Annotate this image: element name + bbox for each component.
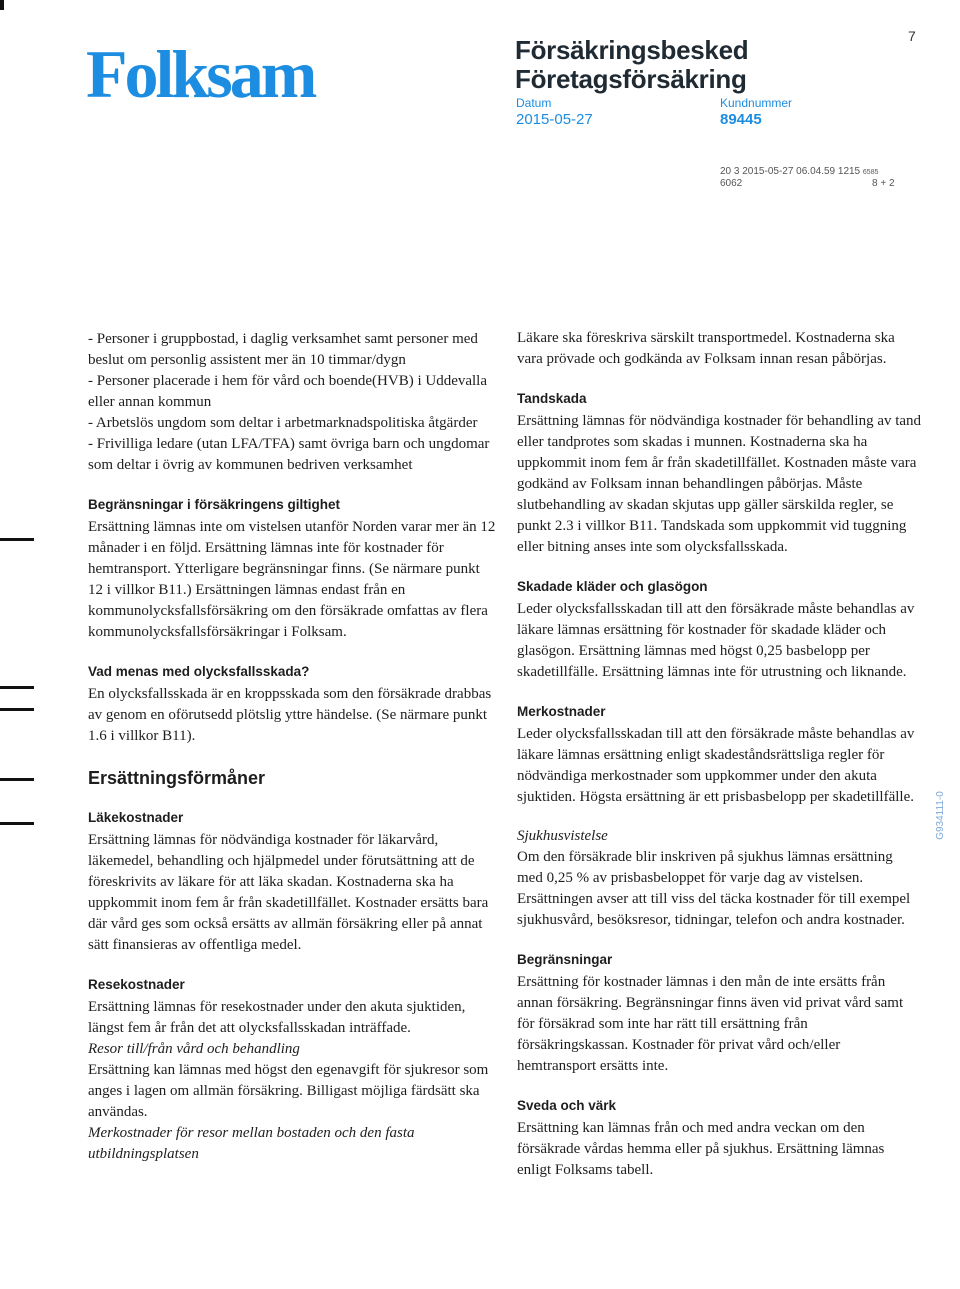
- italic-subheading: Merkostnader för resor mellan bostaden och den fasta utbildningsplatsen: [88, 1125, 415, 1162]
- paragraph: Ersättning för kostnader lämnas i den mån de inte ersätts från annan försäkring. Begränsningar finns även vid privat vård samt för försäkrad som inte har rätt till ersättning från försäkringskassan. Kostnader för privat vård och/eller hemtransport ersätts inte.: [517, 974, 904, 1074]
- section-heading: Resekostnader: [88, 977, 185, 992]
- paragraph: - Frivilliga ledare (utan LFA/TFA) samt övriga barn och ungdomar som deltar i övrig av kommunen bedriven verksamhet: [88, 436, 490, 473]
- italic-subheading: Resor till/från vård och behandling: [88, 1041, 300, 1057]
- paragraph: Leder olycksfallsskadan till att den försäkrade måste behandlas av läkare lämnas ersättning enligt skadeståndsrättsliga regler för nödvändiga merkostnader som uppkommer under den akuta sjuktiden. Högsta ersättning är ett prisbasbelopp per skadetillfälle.: [517, 726, 915, 805]
- paragraph: En olycksfallsskada är en kroppsskada som den försäkrade drabbas av genom en oförutsedd plötslig yttre händelse. (Se närmare punkt 1.6 i villkor B11).: [88, 686, 492, 744]
- left-column: [88, 329, 498, 1165]
- paragraph: Ersättning lämnas för nödvändiga kostnader för behandling av tand eller tandprotes som skadas i munnen. Kostnaderna ska ha uppkommit inom fem år från skadetillfället. Kostnaden måste vara godkänd av Folksam innan behandlingen påbörjas. Måste slutbehandling av skadan skjutas upp gäller särskilda regler, se punkt 2.3 i villkor B11. Tandskada som uppkommit vid tuggning eller bitning anses inte som olycksfallsskada.: [517, 413, 922, 555]
- scan-mark: [0, 0, 4, 10]
- document-title: Försäkringsbesked: [515, 35, 749, 65]
- section-heading: Sveda och värk: [517, 1098, 617, 1113]
- document-header: [515, 36, 748, 94]
- scan-mark: [0, 822, 34, 825]
- kundnummer-value: 89445: [720, 111, 762, 128]
- section-heading: Begränsningar: [517, 952, 613, 967]
- print-stamp: [720, 166, 878, 179]
- right-column: [517, 328, 922, 1181]
- section-heading: Skadade kläder och glasögon: [517, 579, 708, 594]
- section-heading: Vad menas med olycksfallsskada?: [88, 664, 310, 679]
- stamp-line1: 20 3 2015-05-27 06.04.59 1215: [720, 166, 861, 177]
- spacer: [517, 808, 922, 826]
- section-heading: Begränsningar i försäkringens giltighet: [88, 497, 341, 512]
- folksam-logo: Folksam: [86, 36, 315, 112]
- document-subtitle: Företagsförsäkring: [515, 64, 747, 94]
- main-heading: Ersättningsförmåner: [88, 768, 266, 788]
- stamp-line1-small: 6585: [862, 169, 879, 176]
- datum-value: 2015-05-27: [516, 111, 593, 128]
- paragraph: Leder olycksfallsskadan till att den försäkrade måste behandlas av läkare lämnas ersättning för kostnader för skadade kläder och glasögon. Ersättning lämnas med högst 0,25 basbelopp per skadetillfälle. Ersättning lämnas inte för utrustning och liknande.: [517, 601, 915, 680]
- section-heading: Merkostnader: [517, 704, 606, 719]
- paragraph: Ersättning lämnas inte om vistelsen utanför Norden varar mer än 12 månader i en följd. Ersättning lämnas inte för kostnader för hemtransport. Ytterligare begränsningar finns. (Se närmare punkt 12 i villkor B11.) Ersättningen lämnas endast från en kommunolycksfallsförsäkring om den försäkrade omfattas av flera kommunolycksfallsförsäkringar i Folksam.: [88, 519, 496, 640]
- scan-mark: [0, 538, 34, 541]
- scan-mark: [0, 686, 34, 689]
- scan-mark: [0, 708, 34, 711]
- paragraph: Ersättning lämnas för resekostnader under den akuta sjuktiden, längst fem år från det att olycksfallsskadan inträffade.: [88, 999, 466, 1036]
- print-stamp-line2-right: 8 + 2: [872, 178, 895, 189]
- paragraph: - Personer placerade i hem för vård och boende(HVB) i Uddevalla eller annan kommun: [88, 373, 488, 410]
- paragraph: - Arbetslös ungdom som deltar i arbetmarknadspolitiska åtgärder: [88, 415, 478, 431]
- datum-label: Datum: [516, 96, 552, 110]
- datum-block: [516, 96, 593, 130]
- kundnummer-label: Kundnummer: [720, 96, 793, 110]
- italic-subheading: Sjukhusvistelse: [517, 828, 608, 844]
- section-heading: Tandskada: [517, 391, 587, 406]
- page-number: 7: [908, 28, 916, 44]
- paragraph: Ersättning lämnas för nödvändiga kostnader för läkarvård, läkemedel, behandling och hjälpmedel under förutsättning att de föreskrivits av läkare för att läka skadan. Kostnaderna ska ha uppkommit inom fem år från skadetillfället. Kostnader ersätts bara där vård ges som också ersätts av allmän försäkring eller på annat sätt finansieras av offentliga medel.: [88, 832, 489, 953]
- paragraph: Ersättning kan lämnas från och med andra veckan om den försäkrade vårdas hemma eller på sjukhus. Ersättning lämnas enligt Folksams tabell.: [517, 1120, 885, 1178]
- side-code-right: G934111-0: [934, 791, 946, 840]
- kundnummer-block: [720, 96, 792, 130]
- section-heading: Läkekostnader: [88, 810, 184, 825]
- paragraph: Om den försäkrade blir inskriven på sjukhus lämnas ersättning med 0,25 % av prisbasbeloppet för varje dag av vistelsen. Ersättningen avser att till viss del täcka kostnader för till exempel sjukhusvård, besöksresor, tidningar, telefon och andra kostnader.: [517, 849, 911, 928]
- print-stamp-line2-left: 6062: [720, 178, 743, 189]
- paragraph: - Personer i gruppbostad, i daglig verksamhet samt personer med beslut om personlig assistent mer än 10 timmar/dygn: [88, 331, 478, 368]
- paragraph: Ersättning kan lämnas med högst den egenavgift för sjukresor som anges i lagen om allmän försäkring. Billigast möjliga färdsätt ska användas.: [88, 1062, 489, 1120]
- scan-mark: [0, 778, 34, 781]
- paragraph: Läkare ska föreskriva särskilt transportmedel. Kostnaderna ska vara prövade och godkända av Folksam innan resan påbörjas.: [517, 330, 895, 367]
